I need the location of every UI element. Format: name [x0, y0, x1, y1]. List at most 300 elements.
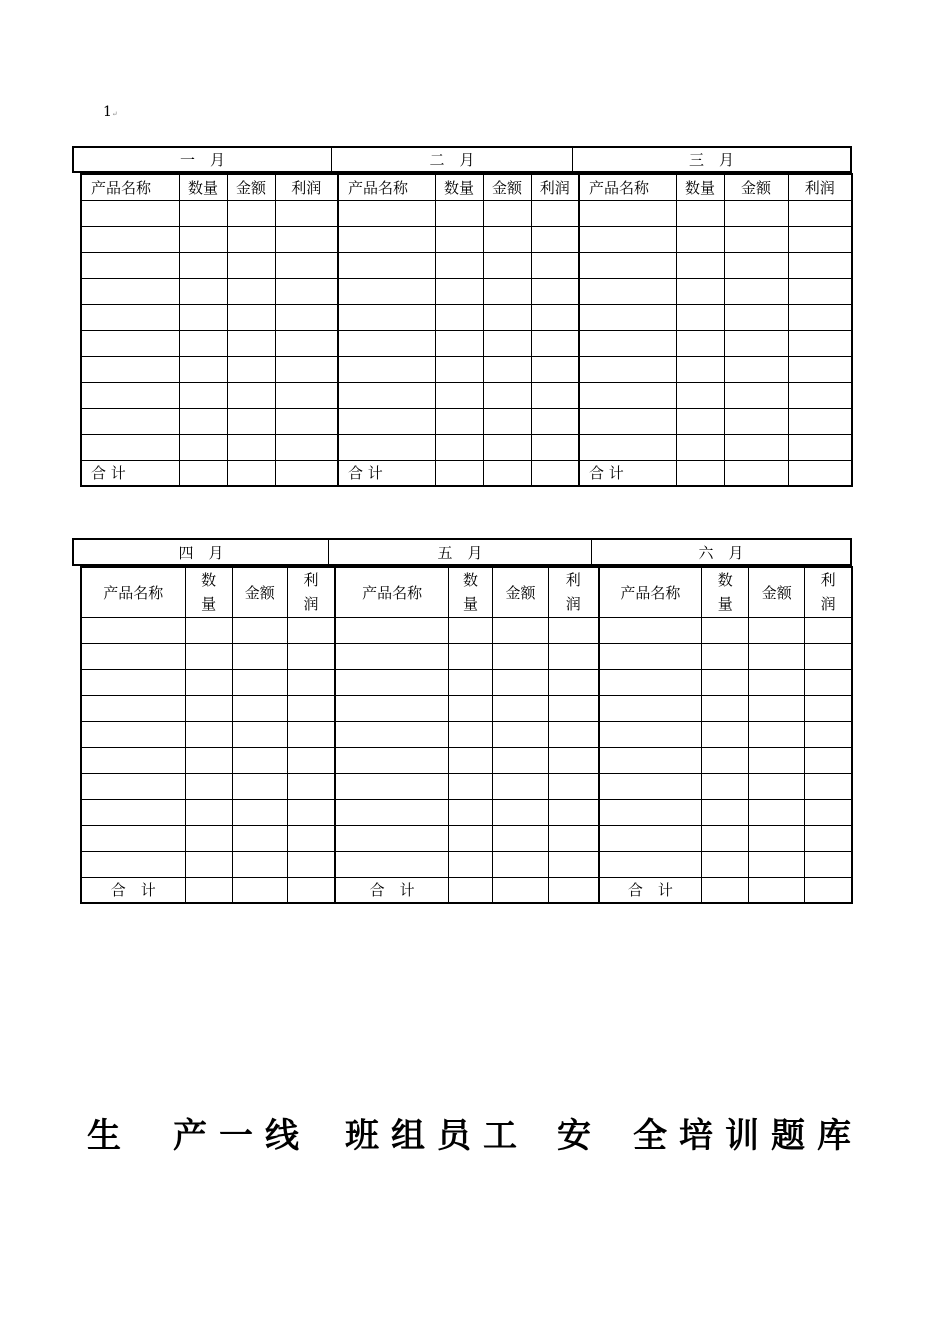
table-cell[interactable]	[448, 851, 492, 877]
table-cell[interactable]	[179, 408, 227, 434]
table-cell[interactable]	[81, 278, 179, 304]
table-cell[interactable]	[435, 252, 483, 278]
table-cell[interactable]	[549, 799, 599, 825]
table-cell[interactable]	[335, 643, 448, 669]
total-cell[interactable]	[676, 460, 724, 486]
table-cell[interactable]	[702, 617, 749, 643]
column-header: 产品名称	[81, 567, 185, 617]
table-cell[interactable]	[185, 669, 232, 695]
table-cell[interactable]	[805, 851, 852, 877]
table-cell[interactable]	[749, 643, 805, 669]
table-cell[interactable]	[549, 773, 599, 799]
table-cell[interactable]	[483, 356, 531, 382]
table-cell[interactable]	[335, 773, 448, 799]
month-apr: 四 月	[74, 540, 329, 564]
table-cell[interactable]	[185, 721, 232, 747]
total-cell[interactable]	[805, 877, 852, 903]
table-cell[interactable]	[448, 825, 492, 851]
table-cell[interactable]	[232, 695, 287, 721]
table-cell[interactable]	[805, 617, 852, 643]
table-cell[interactable]	[579, 278, 676, 304]
table-cell[interactable]	[287, 643, 335, 669]
column-header-row	[81, 174, 852, 200]
table-cell[interactable]	[435, 408, 483, 434]
table-cell[interactable]	[724, 278, 788, 304]
page-number: 1↵	[103, 104, 118, 120]
table-cell[interactable]	[287, 747, 335, 773]
table-cell[interactable]	[335, 851, 448, 877]
table-cell[interactable]	[275, 330, 338, 356]
table-cell[interactable]	[232, 851, 287, 877]
table-cell[interactable]	[599, 617, 702, 643]
table-row	[81, 330, 852, 356]
table-cell[interactable]	[232, 721, 287, 747]
table-cell[interactable]	[275, 356, 338, 382]
table-cell[interactable]	[81, 617, 185, 643]
table-cell[interactable]	[579, 382, 676, 408]
table-cell[interactable]	[81, 330, 179, 356]
table-cell[interactable]	[531, 356, 579, 382]
table-cell[interactable]	[599, 669, 702, 695]
table-cell[interactable]	[448, 799, 492, 825]
table-cell[interactable]	[232, 617, 287, 643]
column-header: 金额	[749, 567, 805, 617]
table-cell[interactable]	[492, 773, 548, 799]
table-cell[interactable]	[275, 200, 338, 226]
table-row	[81, 669, 852, 695]
table-cell[interactable]	[531, 200, 579, 226]
table-cell[interactable]	[185, 747, 232, 773]
table-cell[interactable]	[579, 330, 676, 356]
table-cell[interactable]	[81, 356, 179, 382]
column-header: 利润	[275, 174, 338, 200]
table-cell[interactable]	[81, 825, 185, 851]
table-cell[interactable]	[749, 799, 805, 825]
table-cell[interactable]	[492, 643, 548, 669]
total-cell[interactable]	[788, 460, 852, 486]
table-cell[interactable]	[179, 434, 227, 460]
table-cell[interactable]	[335, 617, 448, 643]
table-cell[interactable]	[549, 721, 599, 747]
table-cell[interactable]	[724, 226, 788, 252]
table-cell[interactable]	[227, 304, 275, 330]
table-cell[interactable]	[549, 617, 599, 643]
month-header-row-2	[72, 538, 852, 566]
table-cell[interactable]	[335, 799, 448, 825]
table-cell[interactable]	[227, 200, 275, 226]
table-cell[interactable]	[81, 773, 185, 799]
table-cell[interactable]	[81, 851, 185, 877]
table-cell[interactable]	[549, 825, 599, 851]
table-cell[interactable]	[81, 304, 179, 330]
total-row	[81, 877, 852, 903]
table-cell[interactable]	[338, 434, 435, 460]
table-cell[interactable]	[287, 799, 335, 825]
table-cell[interactable]	[448, 617, 492, 643]
table-cell[interactable]	[805, 643, 852, 669]
table-cell[interactable]	[579, 356, 676, 382]
table-cell[interactable]	[81, 252, 179, 278]
table-cell[interactable]	[483, 330, 531, 356]
table-cell[interactable]	[749, 747, 805, 773]
table-cell[interactable]	[338, 226, 435, 252]
table-cell[interactable]	[549, 643, 599, 669]
table-cell[interactable]	[179, 304, 227, 330]
table-cell[interactable]	[232, 773, 287, 799]
table-cell[interactable]	[179, 356, 227, 382]
column-header: 数 量	[702, 567, 749, 617]
total-row	[81, 460, 852, 486]
table-cell[interactable]	[549, 747, 599, 773]
sales-table-q1	[80, 173, 853, 487]
table-row	[81, 825, 852, 851]
table-cell[interactable]	[435, 356, 483, 382]
table-cell[interactable]	[676, 226, 724, 252]
table-cell[interactable]	[805, 747, 852, 773]
table-cell[interactable]	[549, 669, 599, 695]
table-cell[interactable]	[805, 695, 852, 721]
table-cell[interactable]	[287, 773, 335, 799]
table-cell[interactable]	[81, 669, 185, 695]
table-cell[interactable]	[805, 721, 852, 747]
table-cell[interactable]	[435, 434, 483, 460]
table-row	[81, 278, 852, 304]
table-cell[interactable]	[185, 799, 232, 825]
table-cell[interactable]	[81, 747, 185, 773]
table-cell[interactable]	[275, 278, 338, 304]
table-cell[interactable]	[702, 721, 749, 747]
table-cell[interactable]	[805, 773, 852, 799]
table-cell[interactable]	[232, 643, 287, 669]
column-header: 数 量	[448, 567, 492, 617]
title-part-5: 全培训题库	[633, 1116, 863, 1156]
table-cell[interactable]	[483, 226, 531, 252]
table-cell[interactable]	[338, 200, 435, 226]
table-cell[interactable]	[579, 434, 676, 460]
table-cell[interactable]	[749, 669, 805, 695]
table-cell[interactable]	[483, 200, 531, 226]
table-cell[interactable]	[185, 643, 232, 669]
column-header: 数量	[435, 174, 483, 200]
table-cell[interactable]	[179, 330, 227, 356]
total-label: 合 计	[599, 877, 702, 903]
table-cell[interactable]	[805, 669, 852, 695]
table-cell[interactable]	[435, 278, 483, 304]
column-header: 利 润	[805, 567, 852, 617]
table-cell[interactable]	[232, 747, 287, 773]
table-cell[interactable]	[232, 669, 287, 695]
total-cell[interactable]	[531, 460, 579, 486]
table-cell[interactable]	[702, 695, 749, 721]
table-cell[interactable]	[676, 304, 724, 330]
table-cell[interactable]	[227, 330, 275, 356]
table-cell[interactable]	[81, 799, 185, 825]
table-cell[interactable]	[531, 226, 579, 252]
table-cell[interactable]	[788, 356, 852, 382]
table-cell[interactable]	[448, 773, 492, 799]
table-cell[interactable]	[179, 382, 227, 408]
total-label: 合 计	[579, 460, 676, 486]
table-cell[interactable]	[483, 304, 531, 330]
table-cell[interactable]	[579, 252, 676, 278]
table-cell[interactable]	[676, 382, 724, 408]
table-cell[interactable]	[805, 799, 852, 825]
table-cell[interactable]	[448, 721, 492, 747]
table-cell[interactable]	[579, 304, 676, 330]
table-cell[interactable]	[227, 278, 275, 304]
table-cell[interactable]	[579, 200, 676, 226]
table-cell[interactable]	[492, 617, 548, 643]
table-cell[interactable]	[805, 825, 852, 851]
table-cell[interactable]	[788, 330, 852, 356]
total-cell[interactable]	[724, 460, 788, 486]
table-cell[interactable]	[448, 669, 492, 695]
table-cell[interactable]	[185, 773, 232, 799]
table-cell[interactable]	[749, 617, 805, 643]
table-cell[interactable]	[724, 304, 788, 330]
table-cell[interactable]	[788, 408, 852, 434]
table-cell[interactable]	[338, 330, 435, 356]
total-cell[interactable]	[492, 877, 548, 903]
table-cell[interactable]	[724, 434, 788, 460]
table-cell[interactable]	[724, 330, 788, 356]
table-cell[interactable]	[435, 382, 483, 408]
table-cell[interactable]	[492, 825, 548, 851]
table-row	[81, 252, 852, 278]
title-part-1: 生	[87, 1116, 133, 1156]
table-cell[interactable]	[275, 252, 338, 278]
table-cell[interactable]	[599, 721, 702, 747]
table-cell[interactable]	[185, 825, 232, 851]
total-cell[interactable]	[179, 460, 227, 486]
table-row	[81, 434, 852, 460]
table-cell[interactable]	[531, 278, 579, 304]
table-cell[interactable]	[185, 695, 232, 721]
table-cell[interactable]	[788, 278, 852, 304]
table-cell[interactable]	[531, 382, 579, 408]
month-mar: 三 月	[688, 151, 734, 169]
table-cell[interactable]	[492, 669, 548, 695]
table-cell[interactable]	[227, 252, 275, 278]
total-cell[interactable]	[232, 877, 287, 903]
table-cell[interactable]	[287, 669, 335, 695]
total-cell[interactable]	[549, 877, 599, 903]
month-feb: 二 月	[332, 148, 573, 171]
table-cell[interactable]	[179, 226, 227, 252]
table-cell[interactable]	[435, 200, 483, 226]
month-may: 五 月	[329, 540, 592, 564]
column-header: 金额	[483, 174, 531, 200]
table-cell[interactable]	[702, 851, 749, 877]
table-cell[interactable]	[676, 200, 724, 226]
table-cell[interactable]	[599, 747, 702, 773]
table-cell[interactable]	[788, 226, 852, 252]
table-cell[interactable]	[749, 825, 805, 851]
column-header: 产品名称	[599, 567, 702, 617]
table-cell[interactable]	[287, 695, 335, 721]
table-cell[interactable]	[702, 799, 749, 825]
table-cell[interactable]	[335, 669, 448, 695]
total-cell[interactable]	[749, 877, 805, 903]
table-cell[interactable]	[599, 825, 702, 851]
table-cell[interactable]	[579, 226, 676, 252]
table-cell[interactable]	[448, 747, 492, 773]
table-cell[interactable]	[338, 356, 435, 382]
table-cell[interactable]	[788, 434, 852, 460]
table-cell[interactable]	[232, 799, 287, 825]
table-cell[interactable]	[492, 851, 548, 877]
table-cell[interactable]	[483, 278, 531, 304]
table-cell[interactable]	[702, 773, 749, 799]
total-cell[interactable]	[227, 460, 275, 486]
total-cell[interactable]	[275, 460, 338, 486]
table-cell[interactable]	[335, 747, 448, 773]
table-cell[interactable]	[185, 851, 232, 877]
table-cell[interactable]	[448, 643, 492, 669]
table-cell[interactable]	[749, 851, 805, 877]
table-cell[interactable]	[599, 773, 702, 799]
table-cell[interactable]	[179, 252, 227, 278]
table-cell[interactable]	[531, 330, 579, 356]
table-cell[interactable]	[81, 721, 185, 747]
table-cell[interactable]	[81, 695, 185, 721]
table-cell[interactable]	[788, 200, 852, 226]
table-cell[interactable]	[179, 200, 227, 226]
table-cell[interactable]	[749, 773, 805, 799]
total-cell[interactable]	[435, 460, 483, 486]
total-label: 合 计	[81, 877, 185, 903]
table-cell[interactable]	[338, 408, 435, 434]
table-cell[interactable]	[788, 252, 852, 278]
table-cell[interactable]	[483, 382, 531, 408]
table-cell[interactable]	[81, 226, 179, 252]
table-cell[interactable]	[287, 721, 335, 747]
column-header: 利润	[531, 174, 579, 200]
table-cell[interactable]	[275, 434, 338, 460]
table-cell[interactable]	[275, 304, 338, 330]
column-header: 利 润	[287, 567, 335, 617]
table-cell[interactable]	[81, 382, 179, 408]
table-cell[interactable]	[676, 278, 724, 304]
table-cell[interactable]	[275, 408, 338, 434]
total-cell[interactable]	[448, 877, 492, 903]
table-cell[interactable]	[275, 382, 338, 408]
total-cell[interactable]	[287, 877, 335, 903]
table-cell[interactable]	[788, 382, 852, 408]
table-row	[81, 304, 852, 330]
month-jan: 一 月	[74, 148, 332, 171]
table-cell[interactable]	[185, 617, 232, 643]
table-cell[interactable]	[531, 434, 579, 460]
table-cell[interactable]	[531, 252, 579, 278]
table-cell[interactable]	[724, 408, 788, 434]
table-cell[interactable]	[338, 278, 435, 304]
table-cell[interactable]	[549, 695, 599, 721]
table-row	[81, 382, 852, 408]
table-cell[interactable]	[81, 643, 185, 669]
table-cell[interactable]	[492, 721, 548, 747]
table-cell[interactable]	[599, 799, 702, 825]
table-cell[interactable]	[676, 408, 724, 434]
table-cell[interactable]	[599, 643, 702, 669]
table-cell[interactable]	[702, 669, 749, 695]
total-cell[interactable]	[702, 877, 749, 903]
table-cell[interactable]	[676, 434, 724, 460]
table-cell[interactable]	[338, 382, 435, 408]
table-cell[interactable]	[335, 695, 448, 721]
table-cell[interactable]	[724, 252, 788, 278]
table-cell[interactable]	[579, 408, 676, 434]
table-cell[interactable]	[287, 851, 335, 877]
table-cell[interactable]	[448, 695, 492, 721]
total-cell[interactable]	[185, 877, 232, 903]
table-cell[interactable]	[287, 617, 335, 643]
table-cell[interactable]	[749, 721, 805, 747]
table-cell[interactable]	[702, 643, 749, 669]
table-cell[interactable]	[549, 851, 599, 877]
table-cell[interactable]	[232, 825, 287, 851]
table-cell[interactable]	[531, 304, 579, 330]
table-cell[interactable]	[227, 382, 275, 408]
table-cell[interactable]	[702, 825, 749, 851]
table-cell[interactable]	[435, 330, 483, 356]
title-part-2: 产一线	[173, 1116, 311, 1156]
table-cell[interactable]	[676, 330, 724, 356]
total-cell[interactable]	[483, 460, 531, 486]
table-row	[81, 721, 852, 747]
column-header: 数量	[179, 174, 227, 200]
table-cell[interactable]	[724, 356, 788, 382]
column-header: 数量	[676, 174, 724, 200]
column-header: 产品名称	[81, 174, 179, 200]
table-cell[interactable]	[338, 252, 435, 278]
table-cell[interactable]	[81, 408, 179, 434]
table-cell[interactable]	[275, 226, 338, 252]
table-cell[interactable]	[599, 851, 702, 877]
table-cell[interactable]	[492, 799, 548, 825]
table-cell[interactable]	[81, 434, 179, 460]
table-cell[interactable]	[492, 695, 548, 721]
table-cell[interactable]	[724, 382, 788, 408]
table-cell[interactable]	[492, 747, 548, 773]
table-cell[interactable]	[227, 408, 275, 434]
table-cell[interactable]	[599, 695, 702, 721]
table-cell[interactable]	[435, 304, 483, 330]
table-cell[interactable]	[724, 200, 788, 226]
table-cell[interactable]	[179, 278, 227, 304]
table-cell[interactable]	[483, 434, 531, 460]
table-cell[interactable]	[338, 304, 435, 330]
table-cell[interactable]	[749, 695, 805, 721]
table-cell[interactable]	[287, 825, 335, 851]
table-cell[interactable]	[227, 356, 275, 382]
table-cell[interactable]	[227, 434, 275, 460]
table-cell[interactable]	[676, 252, 724, 278]
table-cell[interactable]	[676, 356, 724, 382]
table-row	[81, 408, 852, 434]
table-cell[interactable]	[335, 825, 448, 851]
table-cell[interactable]	[788, 304, 852, 330]
table-cell[interactable]	[335, 721, 448, 747]
table-cell[interactable]	[81, 200, 179, 226]
table-cell[interactable]	[483, 408, 531, 434]
table-cell[interactable]	[702, 747, 749, 773]
table-cell[interactable]	[531, 408, 579, 434]
month-header-row-1	[72, 146, 852, 173]
table-cell[interactable]	[435, 226, 483, 252]
table-cell[interactable]	[483, 252, 531, 278]
table-cell[interactable]	[227, 226, 275, 252]
